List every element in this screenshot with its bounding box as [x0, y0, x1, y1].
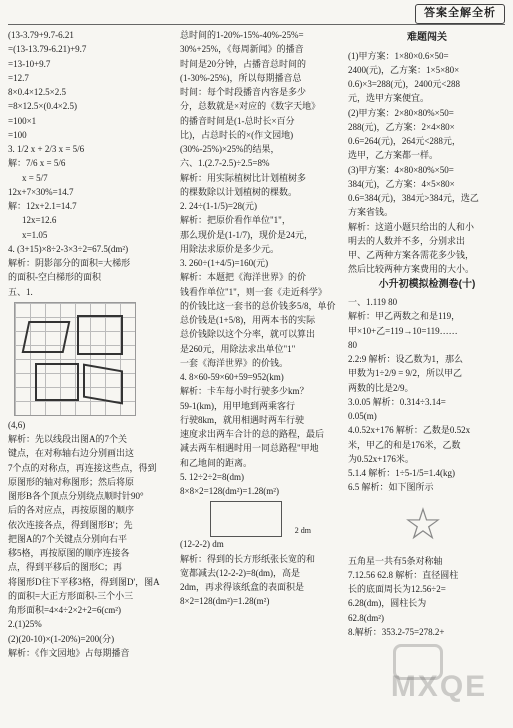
text-line: 解析：本题把《海洋世界》的价 — [180, 272, 307, 283]
text-line: 一、1.119 80 — [348, 297, 398, 307]
text-line: x = 5/7 — [22, 172, 48, 183]
text-line: 图形B各个顶点分别绕点顺时针90° — [8, 491, 144, 501]
text-line: 解析：先以线段出图A的7个关 — [8, 434, 128, 444]
text-line: 解析：用实际植树比计划植树多 — [180, 172, 307, 183]
text-line: 4. 8×60-59×60+59=952(km) — [180, 372, 284, 382]
text-line: 6.28(dm)，圆柱长为 — [348, 598, 427, 609]
text-line: (3)甲方案：4×80×80%×50= — [348, 164, 454, 175]
text-line: 0.6=384(元)，384元>384元，选乙 — [348, 193, 479, 203]
figure-shape-b — [77, 315, 123, 355]
text-line: 依次连接各点，得到图形B'；先 — [8, 519, 133, 530]
text-line: 的播音时间是(1-总时长×百分 — [180, 115, 295, 126]
text-line: 那么现价是(1-1/7)，现价是24元， — [180, 229, 313, 240]
text-line: 移5格，再按原图的顺序连接各 — [8, 548, 130, 558]
text-line: 的棵数除以计划植树的棵数。 — [180, 186, 298, 197]
text-line: 用除法求原价是多少元。 — [180, 243, 280, 254]
text-line: (4,6) — [8, 419, 26, 430]
text-line: 7.12.56 62.8 解析：直径圆柱 — [348, 569, 459, 580]
text-line: (1-30%-25%)，所以每期播音总 — [180, 72, 302, 83]
column-3 — [348, 30, 506, 720]
figure-shape-a — [22, 321, 71, 353]
section-title: 难题闯关 — [407, 32, 447, 43]
text-line: 六、1.(2.7-2.5)÷2.5=8% — [180, 158, 270, 169]
text-line: 8×0.4×12.5×2.5 — [8, 87, 66, 97]
text-line: 键点，在对称轴右边分别画出这 — [8, 448, 135, 459]
text-line: 元，选甲方案便宜。 — [348, 93, 430, 104]
text-line: 比)，占总时长的×(作文园地) — [180, 129, 294, 140]
text-line: 时间：每个时段播音内容是多少 — [180, 87, 307, 97]
text-line: 解：12x+2.1=14.7 — [8, 201, 77, 211]
text-line: =13-10+9.7 — [8, 58, 51, 69]
text-line: 2dm，再求得该纸盒的表面积是 — [180, 582, 305, 592]
text-line: 是260元，用除法求出单位"1" — [180, 343, 296, 354]
text-line: 选甲，乙方案都一样。 — [348, 150, 439, 161]
text-line: 解：7/6 x = 5/6 — [8, 158, 66, 169]
text-line: 0.6=264(元)，264元<288元， — [348, 136, 461, 146]
box-net-figure — [210, 501, 311, 537]
text-line: 2.2:9 解析：设乙数为1，那么 — [348, 354, 464, 364]
figure-dimension-label: 2 dm — [294, 526, 311, 536]
text-line: 将图形D往下平移3格，得到图D'，图A — [8, 576, 160, 587]
text-line: (12-2-2) dm — [180, 539, 224, 550]
figure-shape-c — [35, 363, 79, 401]
text-line: 减去两车相遇时用一同总路程"甲地 — [180, 443, 319, 454]
text-line: 62.8(dm²) — [348, 612, 384, 623]
text-line: 时间是20分钟，占播音总时间的 — [180, 58, 307, 69]
text-line: 甲×10+乙=119→10=119…… — [348, 325, 458, 336]
text-line: 解析：这道小题只给出的人和小 — [348, 221, 475, 232]
text-line: 长的底面周长为12.56÷2= — [348, 584, 446, 594]
text-line: 解析：把原价看作单位"1"， — [180, 215, 291, 226]
text-line: 甲、乙两种方案各需花多少钱， — [348, 250, 475, 260]
text-line: (1)甲方案：1×80×0.6×50= — [348, 50, 449, 61]
text-line: =100×1 — [8, 115, 37, 126]
text-line: 五角星一共有5条对称轴 — [348, 555, 443, 566]
text-line: 3.0.05 解析：0.314÷3.14= — [348, 396, 446, 407]
section-title-2: 小升初模拟检测卷(十) — [378, 278, 476, 290]
text-line: 总时间的1-20%-15%-40%-25%= — [180, 30, 304, 40]
text-line: (13-3.79+9.7-6.21 — [8, 30, 74, 40]
text-line: 方案省钱。 — [348, 207, 394, 218]
text-line: 80 — [348, 339, 357, 350]
text-line: 8.解析：353.2-75=278.2+ — [348, 626, 445, 637]
text-line: 4.0.52x+176 解析：乙数是0.52x — [348, 425, 471, 436]
text-line: =100 — [8, 129, 27, 140]
text-line: 原图形的轴对称图形；然后将原 — [8, 476, 135, 487]
text-line: 2400(元)，乙方案：1×5×80× — [348, 64, 460, 75]
text-line: 解析：阴影部分的面积=大梯形 — [8, 258, 131, 268]
text-line: 3. 260÷(1+4/5)=160(元) — [180, 258, 269, 268]
text-line: 点，得到平移后的图形C；再 — [8, 562, 123, 573]
text-line: 的面积=大正方形面积-三个小三 — [8, 590, 134, 601]
text-line: 五、1. — [8, 286, 33, 297]
text-line: 解析：《作文园地》占每期播音 — [8, 647, 130, 658]
text-line: 米，甲乙的和是176米，乙数 — [348, 439, 461, 450]
watermark-logo: MXQE — [390, 670, 488, 703]
text-line: (2)(20-10)×(1-20%)=200(分) — [8, 633, 115, 644]
text-line: 8×2=128(dm²)=1.28(m²) — [180, 596, 270, 607]
text-line: 288(元)，乙方案：2×4×80× — [348, 121, 455, 132]
text-line: x=1.05 — [22, 229, 48, 240]
text-line: (2)甲方案：2×80×80%×50= — [348, 107, 454, 118]
text-line: 明去的人数并不多，分别求出 — [348, 235, 466, 246]
text-line: 行驶8km，就用相遇时两车行驶 — [180, 414, 305, 425]
text-line: 30%+25%，《每周新闻》的播音 — [180, 44, 304, 55]
text-line: 宽都减去(12-2-2)=8(dm)，高是 — [180, 567, 301, 578]
star-figure: ☆ — [403, 499, 443, 549]
text-line: 7个点的对称点，再连接这些点，得到 — [8, 462, 157, 473]
page-header — [0, 0, 513, 26]
text-line: 解析：卡车每小时行驶多少km？ — [180, 386, 309, 397]
text-line: 和乙地间的距离。 — [180, 457, 253, 468]
text-line: 12x=12.6 — [22, 215, 57, 226]
column-1 — [8, 30, 168, 720]
text-line: =8×12.5×(0.4×2.5) — [8, 101, 78, 112]
text-line: 然后比较两种方案费用的大小。 — [348, 264, 475, 275]
text-line: 5. 12÷2÷2=8(dm) — [180, 471, 244, 482]
column-2 — [180, 30, 340, 720]
text-line: 两数的比是2/9。 — [348, 382, 414, 393]
text-line: 钱看作单位"1"，则一套《走近科学》 — [180, 286, 327, 297]
text-line: 8×8×2=128(dm²)=1.28(m²) — [180, 486, 279, 496]
text-line: 384(元)，乙方案：4×5×80× — [348, 178, 455, 189]
text-line: 分，总数就是×对应的《数字天地》 — [180, 101, 321, 112]
text-line: 一套《海洋世界》的价钱。 — [180, 357, 289, 368]
brand-label: 答案全解全析 — [415, 4, 505, 24]
text-line: 后的各对应点，再按原图的顺序 — [8, 505, 135, 516]
text-line: 角形面积=4×4÷2×2+2=6(cm²) — [8, 605, 122, 615]
text-line: =(13-13.79-6.21)+9.7 — [8, 44, 87, 55]
text-line: 速度求出两车合计的总的路程，最后 — [180, 429, 325, 439]
text-line: 解析：得到的长方形纸张长宽的和 — [180, 553, 316, 564]
text-line: 总价钱除以这个分率，就可以算出 — [180, 329, 316, 340]
text-line: 2. 24÷(1-1/5)=28(元) — [180, 201, 258, 211]
text-line: 解析：甲乙两数之和是119， — [348, 311, 461, 322]
text-line: 总价钱是(1+5/8)，用两本书的实际 — [180, 315, 316, 325]
text-line: (30%-25%)×25%的结果， — [180, 144, 280, 154]
text-line: 的价钱比这一套书的总价钱多5/8，单价 — [180, 300, 336, 311]
figure-shape-d — [83, 363, 123, 404]
text-line: 5.1.4 解析：1÷5-1/5=1.4(kg) — [348, 468, 456, 478]
text-line: 59-1(km)，用甲地到两乘客行 — [180, 400, 295, 411]
text-line: 3. 1/2 x + 2/3 x = 5/6 — [8, 144, 85, 154]
header-rule — [8, 24, 505, 25]
grid-figure — [14, 302, 136, 416]
text-line: 2.(1)25% — [8, 619, 42, 630]
text-line: 的面积-空白梯形的面积 — [8, 272, 101, 283]
text-line: 把图A的7个关键点分别向右平 — [8, 533, 128, 544]
text-line: 为0.52x+176米。 — [348, 453, 414, 464]
text-line: 4. (3+15)×8÷2-3×3÷2=67.5(dm²) — [8, 243, 129, 254]
text-line: 甲数为1÷2/9 = 9/2，所以甲乙 — [348, 368, 463, 379]
text-line: 6.5 解析：如下图所示 — [348, 482, 434, 493]
text-line: 0.05(m) — [348, 411, 377, 421]
text-line: 0.6)×3=288(元)，2400元<288 — [348, 79, 460, 89]
text-line: 12x+7×30%=14.7 — [8, 186, 74, 197]
text-line: =12.7 — [8, 72, 29, 83]
